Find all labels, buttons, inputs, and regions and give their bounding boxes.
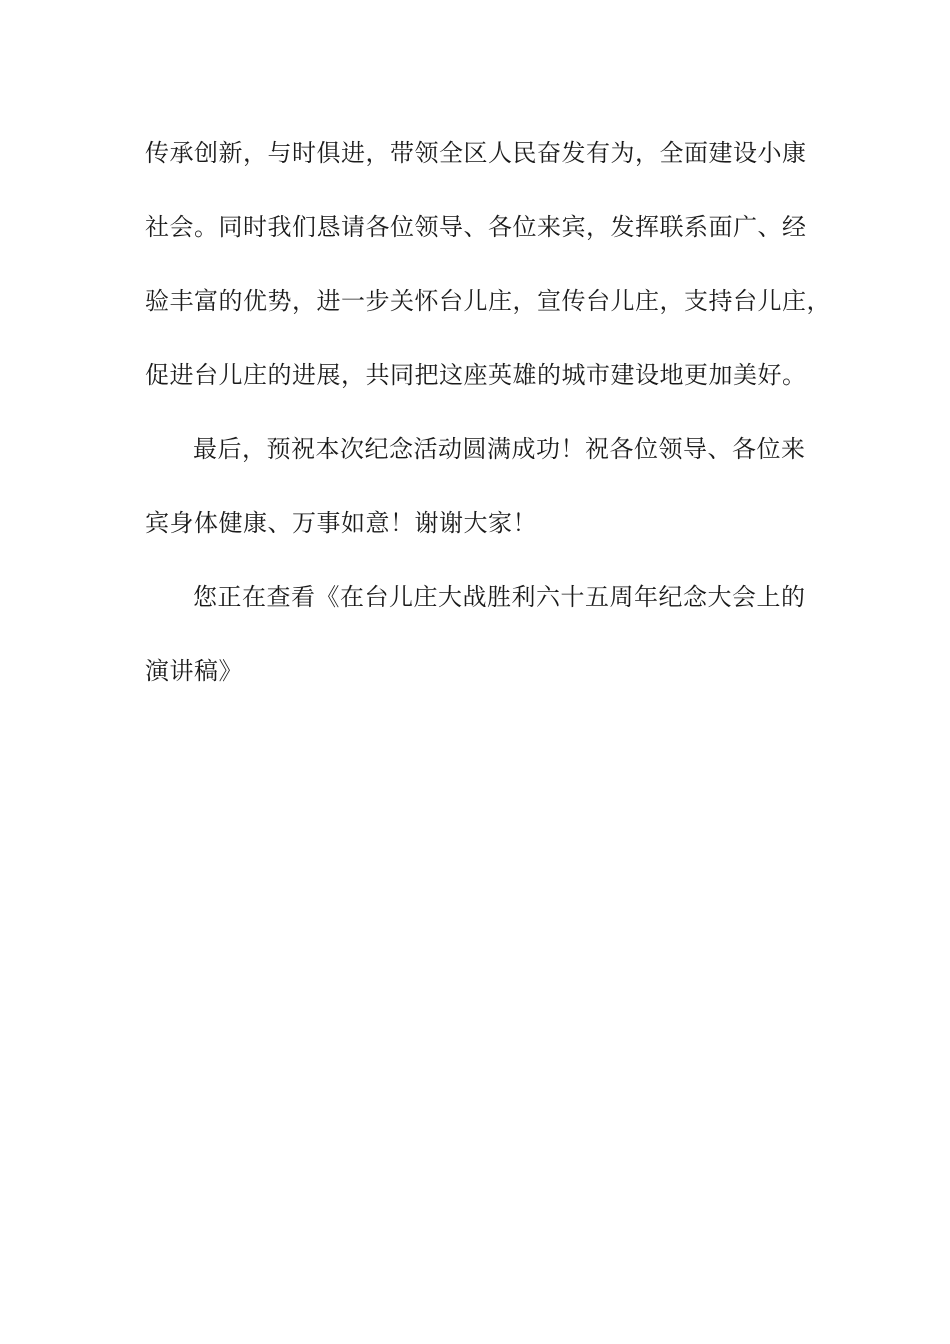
text-line: 传承创新，与时俱进，带领全区人民奋发有为，全面建设小康: [145, 139, 807, 167]
text-line: 促进台儿庄的进展，共同把这座英雄的城市建设地更加美好。: [145, 361, 807, 389]
text-line: 社会。同时我们恳请各位领导、各位来宾，发挥联系面广、经: [145, 213, 807, 241]
document-body: [145, 130, 831, 722]
paragraph-viewing-notice: [145, 574, 825, 722]
text-line: 验丰富的优势，进一步关怀台儿庄，宣传台儿庄，支持台儿庄，: [145, 287, 831, 315]
paragraph-final-wishes: [145, 426, 825, 574]
text-line: 您正在查看《在台儿庄大战胜利六十五周年纪念大会上的: [193, 583, 806, 611]
text-line: 最后，预祝本次纪念活动圆满成功！祝各位领导、各位来: [193, 435, 806, 463]
text-line: 宾身体健康、万事如意！谢谢大家！: [145, 509, 537, 537]
paragraph-closing-remarks: [145, 130, 831, 426]
text-line: 演讲稿》: [145, 657, 243, 685]
